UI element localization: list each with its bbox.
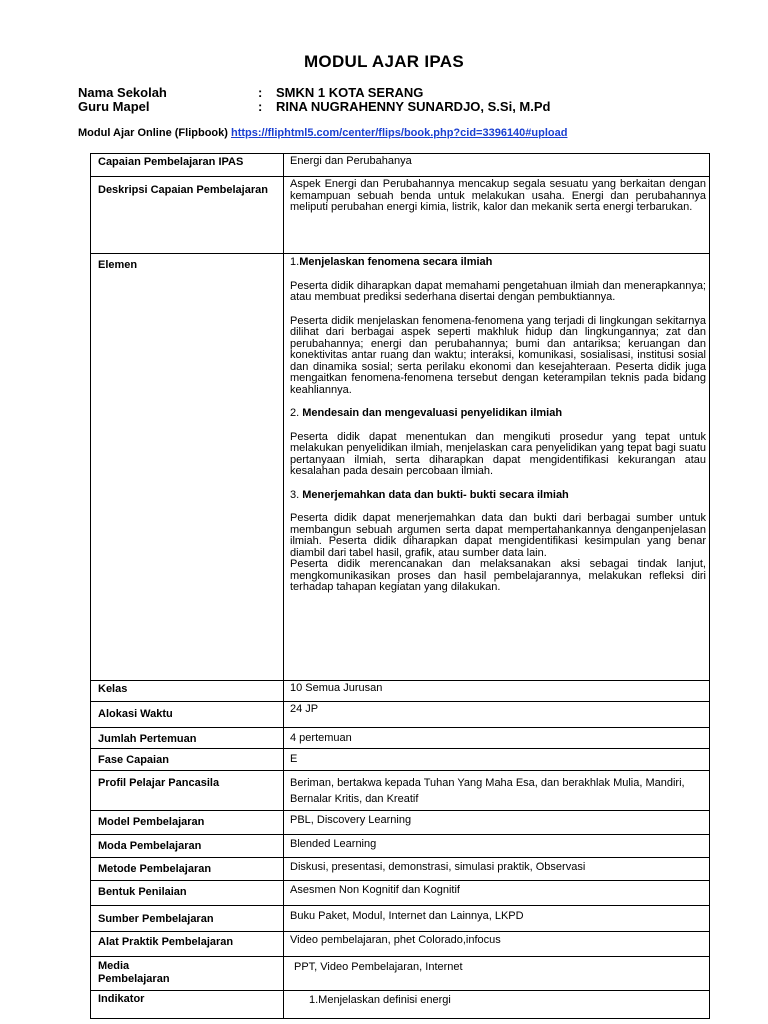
fase-value: E: [284, 749, 710, 771]
deskripsi-label: Deskripsi Capaian Pembelajaran: [91, 177, 284, 254]
alat-label: Alat Praktik Pembelajaran: [91, 932, 284, 957]
kelas-label: Kelas: [91, 681, 284, 702]
indikator-value: 1.Menjelaskan definisi energi: [284, 991, 710, 1019]
elemen-content: [284, 254, 710, 681]
row-alat: [91, 932, 710, 957]
row-indikator: [91, 991, 710, 1019]
metode-label: Metode Pembelajaran: [91, 858, 284, 881]
row-sumber: [91, 906, 710, 932]
media-value: PPT, Video Pembelajaran, Internet: [284, 957, 710, 991]
school-label: Nama Sekolah: [78, 85, 167, 100]
teacher-value: RINA NUGRAHENNY SUNARDJO, S.Si, M.Pd: [276, 99, 551, 114]
alat-value: Video pembelajaran, phet Colorado,infocus: [284, 932, 710, 957]
profil-label: Profil Pelajar Pancasila: [91, 771, 284, 811]
row-media: [91, 957, 710, 991]
row-elemen: [91, 254, 710, 681]
jumlah-value: 4 pertemuan: [284, 728, 710, 749]
elemen-paragraph: Peserta didik merencanakan dan melaksanakan aksi sebagai tindak lanjut, mengkomunikasikan proses dan hasil pembelajarannya, melakukan refleksi diri terhadap tahapan kegiatan yang dilakukan.: [290, 558, 706, 593]
row-kelas: [91, 681, 710, 702]
school-value: SMKN 1 KOTA SERANG: [276, 85, 424, 100]
heading-number: 1.: [290, 256, 300, 268]
elemen-paragraph: Peserta didik diharapkan dapat memahami pengetahuan ilmiah dan menerapkannya; atau membuat prediksi sederhana disertai dengan pembuktiannya.: [290, 279, 706, 303]
page-title: MODUL AJAR IPAS: [303, 52, 465, 71]
school-sep: :: [258, 85, 263, 100]
model-label: Model Pembelajaran: [91, 811, 284, 835]
row-capaian: [91, 154, 710, 177]
fase-label: Fase Capaian: [91, 749, 284, 771]
row-model: [91, 811, 710, 835]
row-jumlah: [91, 728, 710, 749]
flipbook-link[interactable]: https://fliphtml5.com/center/flips/book.php?cid=3396140#upload: [230, 127, 568, 139]
row-metode: [91, 858, 710, 881]
elemen-paragraph: Peserta didik menjelaskan fenomena-fenomena yang terjadi di lingkungan sekitarnya dilihat dari berbagai aspek seperti makhluk hidup dan lingkungannya; zat dan perubahannya; energi dan perubahannya; bumi dan antariksa; keruangan dan konektivitas antar ruang dan waktu; interaksi, komunikasi, sosialisasi, institusi sosial dan dinamika sosial; serta perilaku ekonomi dan kesejahteraan. Peserta didik juga mengaitkan fenomena-fenomena tersebut dengan keterampilan teknis pada bidang keahliannya.: [290, 314, 706, 396]
bentuk-label: Bentuk Penilaian: [91, 881, 284, 906]
module-table: [90, 153, 710, 1019]
elemen-paragraph: Peserta didik dapat menerjemahkan data dan bukti dari berbagai sumber untuk membangun sebuah argumen serta dapat mempertahankannya denganpenjelasan ilmiah. Peserta didik diharapkan dapat mengidentifikasi kesimpulan yang benar diambil dari tabel hasil, grafik, atau sumber data lain.: [290, 512, 706, 559]
model-value: PBL, Discovery Learning: [284, 811, 710, 835]
elemen-heading-1: [290, 257, 706, 269]
moda-value: Blended Learning: [284, 835, 710, 858]
jumlah-label: Jumlah Pertemuan: [91, 728, 284, 749]
row-deskripsi: [91, 177, 710, 254]
row-profil: [91, 771, 710, 811]
info-school: [78, 85, 423, 100]
row-alokasi: [91, 702, 710, 728]
kelas-value: 10 Semua Jurusan: [284, 681, 710, 702]
row-fase: [91, 749, 710, 771]
profil-value: Beriman, bertakwa kepada Tuhan Yang Maha Esa, dan berakhlak Mulia, Mandiri, Bernalar Kritis, dan Kreatif: [284, 771, 710, 811]
sumber-label: Sumber Pembelajaran: [91, 906, 284, 932]
sumber-value: Buku Paket, Modul, Internet dan Lainnya, LKPD: [284, 906, 710, 932]
deskripsi-value: Aspek Energi dan Perubahannya mencakup segala sesuatu yang berkaitan dengan kemampuan sebuah benda untuk melakukan usaha. Energi dan perubahannya meliputi perubahan energi kimia, listrik, kalor dan mekanik serta energi terbarukan.: [284, 177, 710, 254]
media-label: Media Pembelajaran: [91, 957, 284, 991]
heading-number: 3.: [290, 488, 300, 501]
info-teacher: [78, 99, 550, 114]
alokasi-label: Alokasi Waktu: [91, 702, 284, 728]
heading-text: Menjelaskan fenomena secara ilmiah: [299, 256, 493, 268]
moda-label: Moda Pembelajaran: [91, 835, 284, 858]
row-moda: [91, 835, 710, 858]
capaian-value: Energi dan Perubahanya: [284, 154, 710, 177]
online-label: Modul Ajar Online (Flipbook): [78, 127, 228, 139]
bentuk-value: Asesmen Non Kognitif dan Kognitif: [284, 881, 710, 906]
heading-text: Mendesain dan mengevaluasi penyelidikan ilmiah: [302, 407, 563, 419]
heading-number: 2.: [290, 407, 300, 419]
row-bentuk: [91, 881, 710, 906]
teacher-label: Guru Mapel: [78, 99, 150, 114]
elemen-heading-3: [290, 490, 706, 502]
alokasi-value: 24 JP: [284, 702, 710, 728]
elemen-paragraph: Peserta didik dapat menentukan dan mengikuti prosedur yang tepat untuk melakukan penyelidikan ilmiah, menjelaskan cara penyelidikan yang tepat bagi suatu pertanyaan ilmiah, serta diharapkan dapat mengidentifikasi kekurangan atau kesalahan pada desain percobaan ilmiah.: [290, 430, 706, 477]
indikator-label: Indikator: [91, 991, 284, 1019]
elemen-heading-2: [290, 408, 706, 420]
elemen-label: Elemen: [91, 254, 284, 681]
online-module: [78, 127, 567, 139]
capaian-label: Capaian Pembelajaran IPAS: [91, 154, 284, 177]
heading-text: Menerjemahkan data dan bukti- bukti secara ilmiah: [302, 488, 569, 501]
teacher-sep: :: [258, 99, 263, 114]
metode-value: Diskusi, presentasi, demonstrasi, simulasi praktik, Observasi: [284, 858, 710, 881]
